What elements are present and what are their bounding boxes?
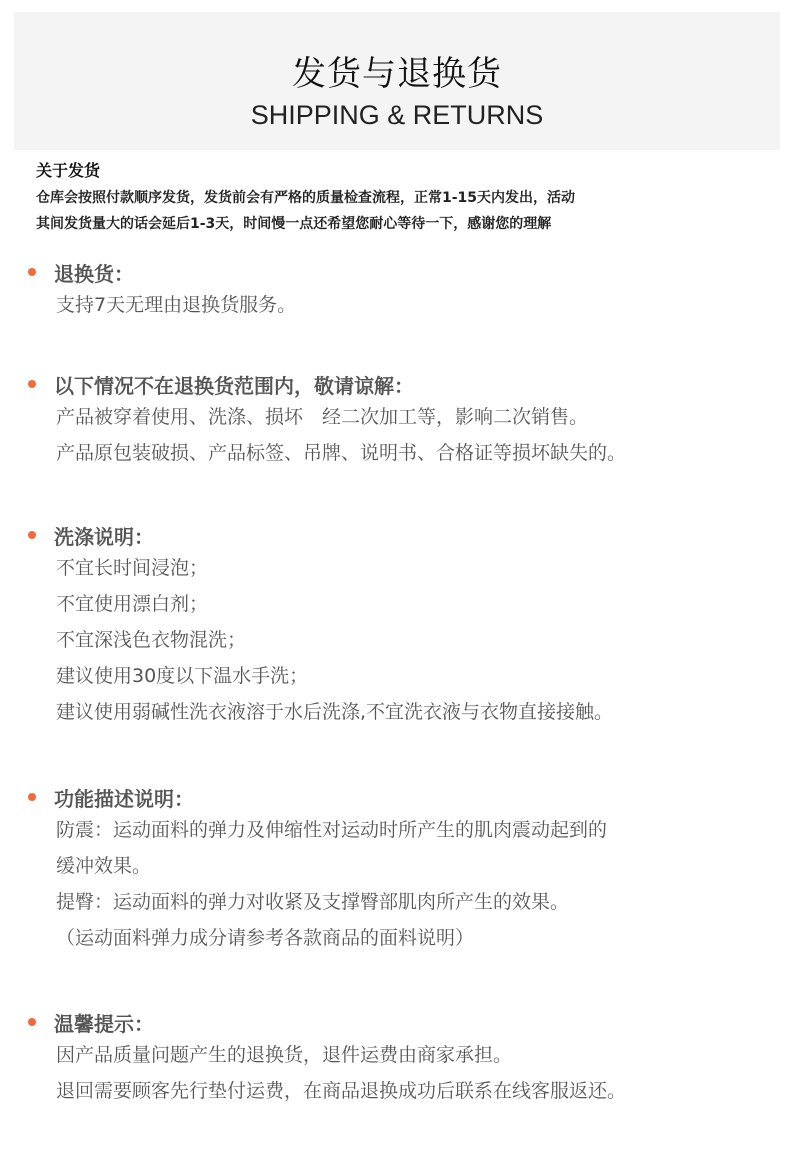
section-tips: [28, 1007, 778, 1109]
bullet-dot: [28, 793, 36, 801]
section-line: 产品被穿着使用、洗涤、损坏 经二次加工等，影响二次销售。: [56, 406, 589, 428]
about-title: 关于发货: [36, 161, 101, 180]
about-line: 仓库会按照付款顺序发货，发货前会有严格的质量检查流程，正常1-15天内发出，活动: [36, 190, 576, 206]
section-line: （运动面料弹力成分请参考各款商品的面料说明）: [56, 927, 475, 949]
section-title: 功能描述说明：: [54, 786, 194, 811]
section-line: 因产品质量问题产生的退换货，退件运费由商家承担。: [56, 1044, 513, 1066]
section-line: 建议使用弱碱性洗衣液溶于水后洗涤,不宜洗衣液与衣物直接接触。: [56, 701, 614, 723]
section-line: 不宜深浅色衣物混洗；: [56, 629, 247, 651]
bullet-dot: [28, 268, 36, 276]
section-title: 洗涤说明：: [54, 524, 154, 549]
page-title: 发货与退换货: [292, 54, 502, 94]
section-line: 缓冲效果。: [56, 855, 152, 877]
section-line: 产品原包装破损、产品标签、吊牌、说明书、合格证等损坏缺失的。: [56, 442, 627, 464]
bullet-dot: [28, 1018, 36, 1026]
bullet-dot: [28, 380, 36, 388]
page-subtitle: SHIPPING & RETURNS: [250, 100, 544, 130]
about-line: 其间发货量大的话会延后1-3天，时间慢一点还希望您耐心等待一下，感谢您的理解: [36, 216, 552, 232]
section-line: 退回需要顾客先行垫付运费，在商品退换成功后联系在线客服返还。: [56, 1080, 627, 1102]
section-line: 不宜使用漂白剂；: [56, 593, 209, 615]
section-title: 温馨提示：: [54, 1011, 154, 1036]
section-title: 以下情况不在退换货范围内，敬请谅解：: [54, 373, 414, 398]
section-washing: [28, 520, 778, 730]
section-line: 支持7天无理由退换货服务。: [56, 294, 297, 316]
section-returns: [28, 257, 778, 323]
section-line: 建议使用30度以下温水手洗；: [56, 665, 309, 687]
section-line: 提臀：运动面料的弹力对收紧及支撑臀部肌肉所产生的效果。: [56, 891, 570, 913]
header-banner: [14, 12, 780, 150]
section-title: 退换货：: [54, 261, 134, 286]
section-line: 不宜长时间浸泡；: [56, 557, 209, 579]
section-exclusions: [28, 369, 778, 471]
bullet-dot: [28, 531, 36, 539]
about-shipping: [36, 158, 776, 237]
section-function: [28, 782, 778, 956]
section-line: 防震：运动面料的弹力及伸缩性对运动时所产生的肌肉震动起到的: [56, 819, 608, 841]
